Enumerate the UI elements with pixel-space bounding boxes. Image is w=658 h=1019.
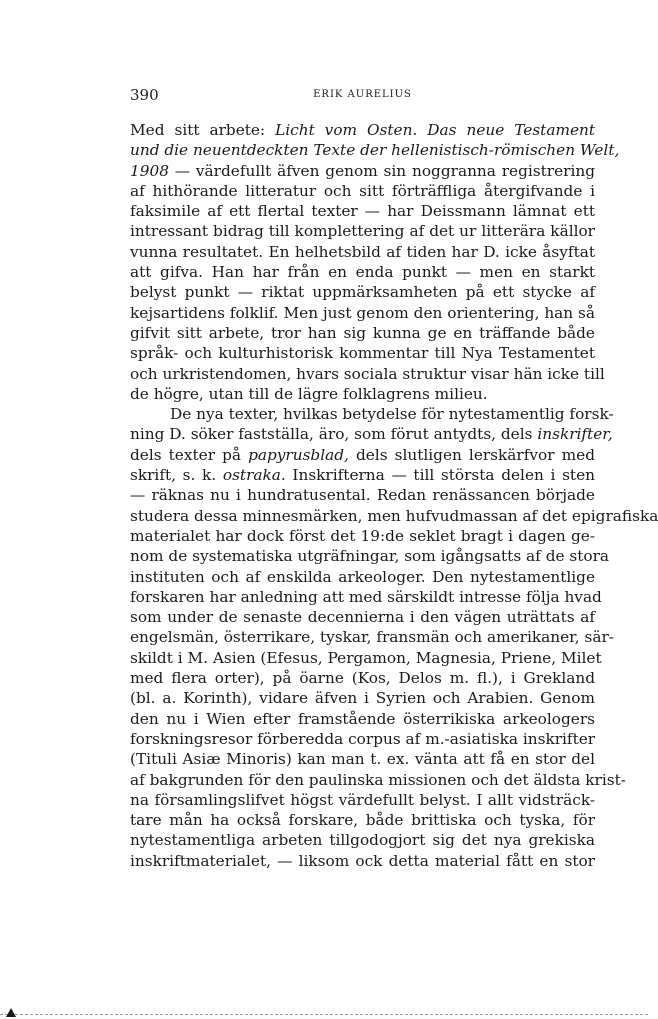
text-run: skrift, s. k. [130,466,223,485]
running-head: ERIK AURELIUS [313,89,412,100]
text-line [130,668,595,688]
text-run: den nu i Wien efter framstående österrikiska arkeologers [130,709,595,728]
text-run: skildt i M. Asien (Efesus, Pergamon, Magnesia, Priene, Milet [130,648,602,667]
text-line [130,445,595,465]
text-line [130,181,595,201]
text-run: med flera orter), på öarne (Kos, Delos m. fl.), i Grekland [130,669,595,688]
text-run: dels texter på [130,445,249,464]
text-line [130,587,602,607]
page-header [130,86,595,106]
text-line [130,709,595,729]
text-line [130,627,614,647]
text-line [130,303,595,323]
text-run: forskaren har anledning att med särskildt intresse följa hvad [130,587,602,606]
text-run: af hithörande litteratur och sitt förträffliga återgifvande i [130,181,595,200]
text-line [130,567,595,587]
text-line [130,201,595,221]
scan-marker-icon [6,1008,16,1017]
text-run: att gifva. Han har från en enda punkt — men en starkt [130,263,595,282]
text-line [130,546,610,566]
text-run: tare mån ha också forskare, både brittiska och tyska, för [130,811,595,830]
text-line [130,384,595,404]
text-line [130,770,626,790]
text-run: faksimile af ett flertal texter — har Deissmann lämnat ett [130,202,595,221]
text-run: nytestamentliga arbeten tillgodogjort sig det nya grekiska [130,831,595,850]
text-line [130,140,620,160]
text-line [130,749,595,769]
text-run: språk- och kulturhistorisk kommentar till Nya Testamentet [130,344,595,363]
text-run: af bakgrunden för den paulinska missionen och det äldsta krist- [130,770,626,789]
text-line [130,526,595,546]
italic-text: und die neuentdeckten Texte der hellenistisch-römischen Welt, [130,141,620,160]
text-line [130,465,595,485]
text-run: intressant bidrag till komplettering af det ur litterära källor [130,222,595,241]
text-line [130,851,595,871]
page-number: 390 [130,86,159,104]
text-run: vunna resultatet. En helhetsbild af tiden har D. icke åsyftat [130,242,595,261]
text-run: — räknas nu i hundratusental. Redan renässancen började [130,486,595,505]
text-line [130,790,595,810]
text-line [130,262,595,282]
text-line [130,607,595,627]
text-line [130,343,595,363]
text-run: — värdefullt äfven genom sin noggranna registrering [168,161,595,180]
text-run: ning D. söker fastställa, äro, som förut antydts, dels [130,425,538,444]
text-run: kejsartidens folklif. Men just genom den orientering, han så [130,303,595,322]
text-line [130,506,658,526]
text-run: de högre, utan till de lägre folklagrens milieu. [130,384,488,403]
italic-text: 1908 [130,161,169,180]
text-run: De nya texter, hvilkas betydelse för nytestamentlig forsk- [170,405,614,424]
text-run: (bl. a. Korinth), vidare äfven i Syrien och Arabien. Genom [130,689,595,708]
italic-text: Licht vom Osten. Das neue Testament [275,121,595,139]
text-run: forskningsresor förberedda corpus af m.-asiatiska inskrifter [130,729,596,748]
text-run: (Tituli Asiæ Minoris) kan man t. ex. vänta att få en stor del [130,750,595,769]
text-line [130,648,602,668]
text-run: som under de senaste decennierna i den vägen uträttats af [130,608,595,627]
text-run: instituten och af enskilda arkeologer. Den nytestamentlige [130,567,595,586]
page-bottom-rule [0,1014,648,1017]
text-run: Inskrifterna — till största delen i sten [285,466,595,485]
text-line [130,729,595,749]
text-run: materialet har dock först det 19:de seklet bragt i dagen ge- [130,526,595,545]
text-line [130,485,595,505]
text-line [130,688,595,708]
body-text [130,120,658,871]
text-run: inskriftmaterialet, — liksom ock detta material fått en stor [130,851,595,870]
text-run: na församlingslifvet högst värdefullt belyst. I allt vidsträck- [130,790,595,809]
text-run: gifvit sitt arbete, tror han sig kunna ge en träffande både [130,323,595,342]
italic-text: papyrusblad, [248,445,349,464]
text-run: Med sitt arbete: [130,121,276,139]
text-line [130,242,595,262]
text-line [130,161,595,181]
text-run: engelsmän, österrikare, tyskar, fransmän och amerikaner, sär- [130,628,614,647]
text-line [130,364,605,384]
text-run: belyst punkt — riktat uppmärksamheten på ett stycke af [130,283,595,302]
text-line [130,221,595,241]
text-line [130,810,595,830]
text-line [130,830,595,850]
text-run: och urkristendomen, hvars sociala struktur visar hän icke till [130,364,605,383]
text-line [130,404,614,424]
text-run: studera dessa minnesmärken, men hufvudmassan af det epigrafiska [130,506,658,525]
text-line [130,323,595,343]
text-line [130,424,613,444]
text-line [130,282,595,302]
italic-text: ostraka. [222,466,286,485]
text-line [130,120,595,140]
italic-text: inskrifter, [537,425,613,444]
text-run: dels slutligen lerskärfvor med [348,445,595,464]
text-run: nom de systematiska utgräfningar, som igångsatts af de stora [130,547,610,566]
